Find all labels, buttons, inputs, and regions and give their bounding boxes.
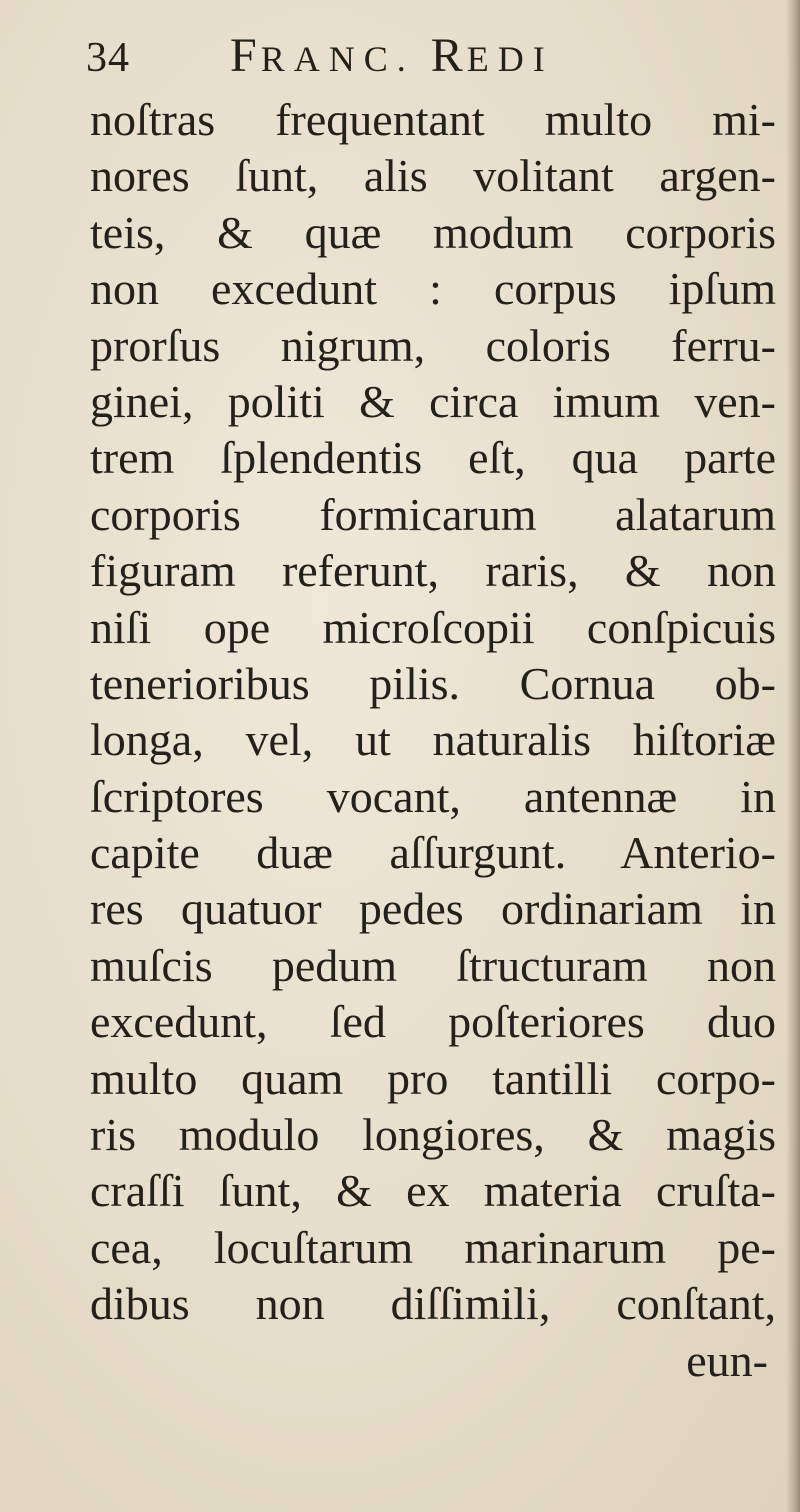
page-edge-shadow [786, 0, 800, 1512]
text-line: niſi ope microſcopii conſpicuis [90, 601, 776, 653]
text-line: trem ſplendentis eſt, qua parte [90, 432, 776, 484]
catchword: eun- [686, 1334, 768, 1386]
running-head-initial-r: R [430, 29, 467, 82]
running-head-surname: EDI [466, 39, 554, 79]
text-line: corporis formicarum alatarum [90, 488, 776, 540]
page-header [86, 28, 786, 88]
text-line: longa, vel, ut naturalis hiſtoriæ [90, 714, 776, 766]
text-line: muſcis pedum ſtructuram non [90, 939, 776, 991]
text-line: capite duæ aſſurgunt. Anterio- [90, 827, 776, 879]
text-line: tenerioribus pilis. Cornua ob- [90, 657, 776, 709]
body-text [90, 92, 776, 1389]
text-line: multo quam pro tantilli corpo- [90, 1052, 776, 1104]
text-line: cea, locuſtarum marinarum pe- [90, 1221, 776, 1273]
text-line: noſtras frequentant multo mi- [90, 94, 776, 145]
text-line: non excedunt : corpus ipſum [90, 263, 776, 315]
text-line: craſſi ſunt, & ex materia cruſta- [90, 1165, 776, 1217]
text-line: prorſus nigrum, coloris ferru- [90, 319, 776, 371]
text-line: nores ſunt, alis volitant argen- [90, 150, 776, 202]
text-line: res quatuor pedes ordinariam in [90, 883, 776, 935]
text-line: ris modulo longiores, & magis [90, 1109, 776, 1161]
running-head [230, 28, 554, 83]
text-line: teis, & quæ modum corporis [90, 206, 776, 258]
running-head-author: RANC. [260, 39, 415, 79]
text-line: figuram referunt, raris, & non [90, 545, 776, 597]
running-head-initial-f: F [230, 29, 261, 82]
text-line: excedunt, ſed poſteriores duo [90, 996, 776, 1048]
page-number: 34 [86, 35, 130, 81]
text-line: ſcriptores vocant, antennæ in [90, 770, 776, 822]
text-line: ginei, politi & circa imum ven- [90, 375, 776, 427]
text-line: dibus non diſſimili, conſtant, [90, 1278, 776, 1330]
